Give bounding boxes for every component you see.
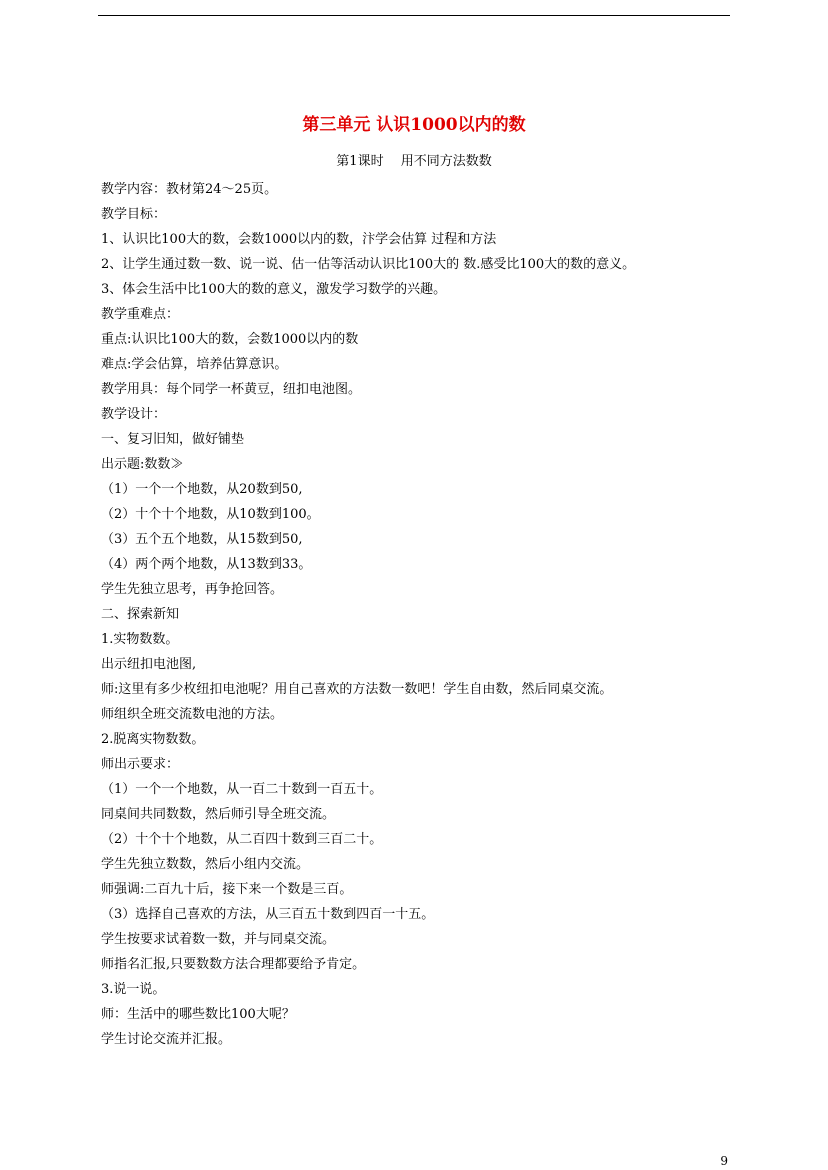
- body-line: （2）十个十个地数，从10数到100。: [101, 507, 320, 522]
- body-line: 教学用具：每个同学一杯黄豆，纽扣电池图。: [101, 382, 362, 397]
- body-line: 师组织全班交流数电池的方法。: [101, 707, 284, 722]
- body-line: 难点:学会估算，培养估算意识。: [101, 357, 288, 372]
- body-line: （3）五个五个地数，从15数到50,: [101, 532, 303, 547]
- body-line: 学生先独立数数，然后小组内交流。: [101, 857, 310, 872]
- body-line: （1）一个一个地数，从一百二十数到一百五十。: [101, 782, 383, 797]
- page-number: 9: [720, 1154, 728, 1168]
- body-line: 二、探索新知: [101, 607, 180, 622]
- body-line: （2）十个十个地数，从二百四十数到三百二十。: [101, 832, 383, 847]
- body-line: 师强调:二百九十后，接下来一个数是三百。: [101, 882, 353, 897]
- body-line: 1.实物数数。: [101, 632, 179, 647]
- body-line: 3、体会生活中比100大的数的意义，激发学习数学的兴趣。: [101, 282, 447, 297]
- body-line: 1、认识比100大的数，会数1000以内的数，汴学会估算 过程和方法: [101, 232, 497, 247]
- body-line: （1）一个一个地数，从20数到50,: [101, 482, 303, 497]
- body-line: 教学内容：教材第24～25页。: [101, 182, 278, 197]
- body-line: 出示题:数数≫: [101, 457, 184, 472]
- lesson-subtitle: 第1课时 用不同方法数数: [336, 154, 492, 169]
- body-line: 师：生活中的哪些数比100大呢？: [101, 1007, 295, 1022]
- body-line: 教学目标：: [101, 207, 167, 222]
- body-line: 重点:认识比100大的数，会数1000以内的数: [101, 332, 359, 347]
- header-rule: [98, 15, 730, 16]
- body-line: 师指名汇报,只要数数方法合理都要给予肯定。: [101, 957, 366, 972]
- body-line: 同桌间共同数数，然后师引导全班交流。: [101, 807, 336, 822]
- body-line: 学生按要求试着数一数，并与同桌交流。: [101, 932, 336, 947]
- body-line: 师:这里有多少枚纽扣电池呢？用自己喜欢的方法数一数吧！学生自由数，然后同桌交流。: [101, 682, 613, 697]
- body-line: 3.说一说。: [101, 982, 166, 997]
- body-line: 教学设计：: [101, 407, 167, 422]
- body-line: 学生先独立思考，再争抢回答。: [101, 582, 284, 597]
- body-line: 出示纽扣电池图,: [101, 657, 197, 672]
- document-title: 第三单元 认识1000以内的数: [302, 115, 526, 135]
- body-line: 学生讨论交流并汇报。: [101, 1032, 232, 1047]
- body-line: 师出示要求：: [101, 757, 180, 772]
- body-line: （4）两个两个地数，从13数到33。: [101, 557, 312, 572]
- body-line: 教学重难点：: [101, 307, 180, 322]
- body-line: 2.脱离实物数数。: [101, 732, 205, 747]
- body-line: 一、复习旧知，做好铺垫: [101, 432, 245, 447]
- body-line: （3）选择自己喜欢的方法，从三百五十数到四百一十五。: [101, 907, 435, 922]
- body-text: [101, 177, 791, 1052]
- body-line: 2、让学生通过数一数、说一说、估一估等活动认识比100大的 数.感受比100大的数的意义。: [101, 257, 636, 272]
